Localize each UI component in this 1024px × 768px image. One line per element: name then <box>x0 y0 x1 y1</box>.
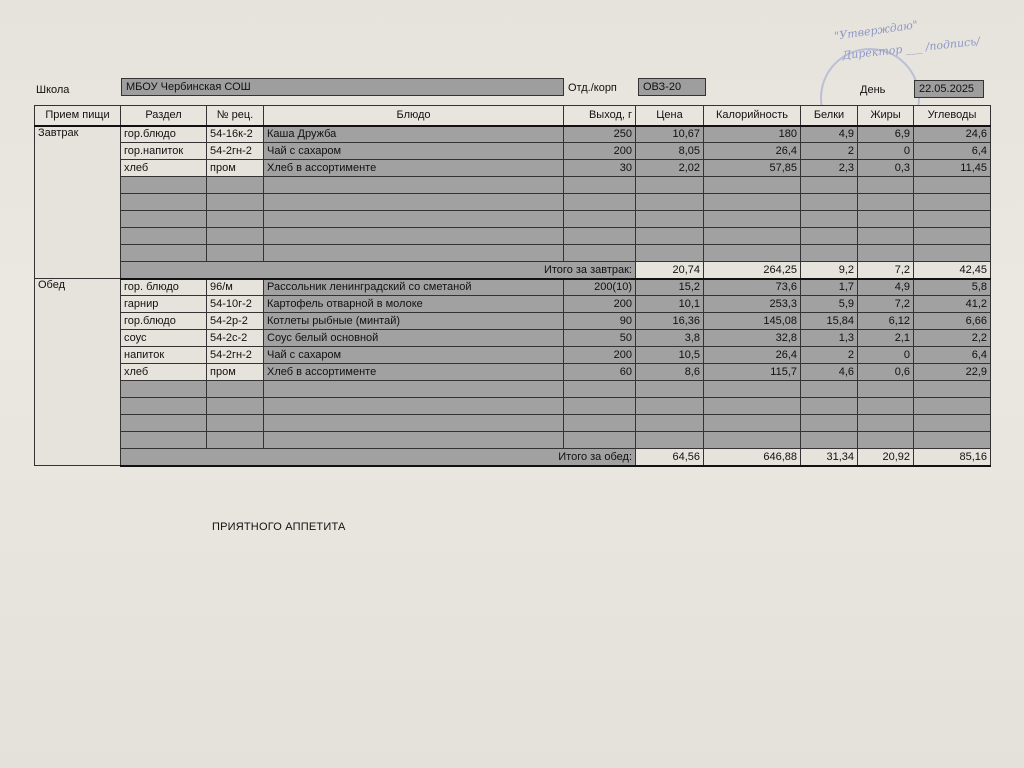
cell-yield: 60 <box>564 364 636 381</box>
cell-recipe: 54-2гн-2 <box>207 143 264 160</box>
cell-recipe: пром <box>207 364 264 381</box>
cell-dish: Чай с сахаром <box>264 143 564 160</box>
cell-protein: 4,6 <box>801 364 858 381</box>
empty-row <box>35 211 991 228</box>
cell-recipe: пром <box>207 160 264 177</box>
cell-recipe: 54-2с-2 <box>207 330 264 347</box>
cell-fat: 0 <box>858 347 914 364</box>
table-row <box>35 126 991 143</box>
menu-table <box>34 105 991 467</box>
column-header: Выход, г <box>564 106 636 126</box>
total-kcal: 646,88 <box>704 449 801 466</box>
total-price: 64,56 <box>636 449 704 466</box>
cell-fat: 0 <box>858 143 914 160</box>
cell-section: гор. блюдо <box>121 279 207 296</box>
cell-fat: 0,3 <box>858 160 914 177</box>
empty-row <box>35 177 991 194</box>
cell-carbs: 41,2 <box>914 296 991 313</box>
cell-yield: 200 <box>564 347 636 364</box>
cell-recipe: 54-10г-2 <box>207 296 264 313</box>
total-label: Итого за завтрак: <box>121 262 636 279</box>
cell-protein: 2,3 <box>801 160 858 177</box>
cell-protein: 1,7 <box>801 279 858 296</box>
column-header: Углеводы <box>914 106 991 126</box>
cell-yield: 200(10) <box>564 279 636 296</box>
column-header: Цена <box>636 106 704 126</box>
column-header: Калорийность <box>704 106 801 126</box>
cell-dish: Соус белый основной <box>264 330 564 347</box>
dept-value: ОВЗ-20 <box>638 78 706 96</box>
day-value: 22.05.2025 <box>914 80 984 98</box>
cell-dish: Чай с сахаром <box>264 347 564 364</box>
empty-row <box>35 432 991 449</box>
cell-section: напиток <box>121 347 207 364</box>
total-row-breakfast <box>35 262 991 279</box>
cell-protein: 5,9 <box>801 296 858 313</box>
cell-yield: 200 <box>564 143 636 160</box>
cell-kcal: 26,4 <box>704 347 801 364</box>
table-row <box>35 364 991 381</box>
cell-yield: 50 <box>564 330 636 347</box>
cell-carbs: 6,66 <box>914 313 991 330</box>
table-row <box>35 330 991 347</box>
cell-carbs: 24,6 <box>914 126 991 143</box>
cell-fat: 6,9 <box>858 126 914 143</box>
cell-carbs: 5,8 <box>914 279 991 296</box>
cell-price: 8,05 <box>636 143 704 160</box>
school-label: Школа <box>36 84 70 96</box>
cell-carbs: 6,4 <box>914 143 991 160</box>
cell-carbs: 6,4 <box>914 347 991 364</box>
empty-row <box>35 228 991 245</box>
table-row <box>35 296 991 313</box>
handwritten-signature-line2: Директор ___ /подпись/ <box>841 34 981 63</box>
column-header: Жиры <box>858 106 914 126</box>
empty-row <box>35 381 991 398</box>
total-fat: 20,92 <box>858 449 914 466</box>
cell-kcal: 57,85 <box>704 160 801 177</box>
school-value: МБОУ Чербинская СОШ <box>121 78 564 96</box>
cell-section: гор.блюдо <box>121 313 207 330</box>
cell-price: 15,2 <box>636 279 704 296</box>
meal-lunch: Обед <box>35 279 121 466</box>
cell-kcal: 32,8 <box>704 330 801 347</box>
cell-price: 10,5 <box>636 347 704 364</box>
cell-carbs: 22,9 <box>914 364 991 381</box>
total-label: Итого за обед: <box>121 449 636 466</box>
column-header: Блюдо <box>264 106 564 126</box>
cell-dish: Хлеб в ассортименте <box>264 160 564 177</box>
cell-price: 10,67 <box>636 126 704 143</box>
cell-protein: 2 <box>801 143 858 160</box>
cell-fat: 6,12 <box>858 313 914 330</box>
total-price: 20,74 <box>636 262 704 279</box>
cell-kcal: 145,08 <box>704 313 801 330</box>
table-row <box>35 160 991 177</box>
cell-dish: Каша Дружба <box>264 126 564 143</box>
cell-price: 10,1 <box>636 296 704 313</box>
cell-protein: 1,3 <box>801 330 858 347</box>
column-header: Раздел <box>121 106 207 126</box>
cell-fat: 2,1 <box>858 330 914 347</box>
cell-yield: 30 <box>564 160 636 177</box>
cell-kcal: 180 <box>704 126 801 143</box>
cell-carbs: 11,45 <box>914 160 991 177</box>
empty-row <box>35 245 991 262</box>
cell-section: гарнир <box>121 296 207 313</box>
cell-yield: 90 <box>564 313 636 330</box>
cell-kcal: 115,7 <box>704 364 801 381</box>
cell-yield: 200 <box>564 296 636 313</box>
cell-protein: 2 <box>801 347 858 364</box>
cell-recipe: 54-16к-2 <box>207 126 264 143</box>
cell-recipe: 96/м <box>207 279 264 296</box>
cell-section: хлеб <box>121 160 207 177</box>
total-row-lunch <box>35 449 991 466</box>
empty-row <box>35 415 991 432</box>
cell-price: 3,8 <box>636 330 704 347</box>
empty-row <box>35 398 991 415</box>
table-row <box>35 313 991 330</box>
cell-section: соус <box>121 330 207 347</box>
cell-recipe: 54-2гн-2 <box>207 347 264 364</box>
table-row <box>35 347 991 364</box>
footer-text: ПРИЯТНОГО АППЕТИТА <box>212 521 346 533</box>
cell-kcal: 73,6 <box>704 279 801 296</box>
cell-dish: Котлеты рыбные (минтай) <box>264 313 564 330</box>
cell-price: 16,36 <box>636 313 704 330</box>
cell-fat: 4,9 <box>858 279 914 296</box>
cell-section: гор.блюдо <box>121 126 207 143</box>
cell-price: 2,02 <box>636 160 704 177</box>
cell-kcal: 253,3 <box>704 296 801 313</box>
handwritten-signature: "Утверждаю" <box>833 18 919 43</box>
table-row <box>35 143 991 160</box>
cell-section: гор.напиток <box>121 143 207 160</box>
table-row <box>35 279 991 296</box>
column-header: № рец. <box>207 106 264 126</box>
cell-protein: 15,84 <box>801 313 858 330</box>
cell-fat: 0,6 <box>858 364 914 381</box>
total-carbs: 85,16 <box>914 449 991 466</box>
total-carbs: 42,45 <box>914 262 991 279</box>
column-header: Белки <box>801 106 858 126</box>
empty-row <box>35 194 991 211</box>
meal-breakfast: Завтрак <box>35 126 121 279</box>
cell-dish: Картофель отварной в молоке <box>264 296 564 313</box>
total-fat: 7,2 <box>858 262 914 279</box>
day-label: День <box>860 84 886 96</box>
cell-protein: 4,9 <box>801 126 858 143</box>
column-header: Прием пищи <box>35 106 121 126</box>
cell-dish: Рассольник ленинградский со сметаной <box>264 279 564 296</box>
total-kcal: 264,25 <box>704 262 801 279</box>
cell-recipe: 54-2р-2 <box>207 313 264 330</box>
cell-yield: 250 <box>564 126 636 143</box>
table-header-row <box>35 106 991 126</box>
cell-carbs: 2,2 <box>914 330 991 347</box>
cell-section: хлеб <box>121 364 207 381</box>
total-protein: 31,34 <box>801 449 858 466</box>
total-protein: 9,2 <box>801 262 858 279</box>
dept-label: Отд./корп <box>568 82 617 94</box>
cell-price: 8,6 <box>636 364 704 381</box>
cell-fat: 7,2 <box>858 296 914 313</box>
cell-dish: Хлеб в ассортименте <box>264 364 564 381</box>
cell-kcal: 26,4 <box>704 143 801 160</box>
